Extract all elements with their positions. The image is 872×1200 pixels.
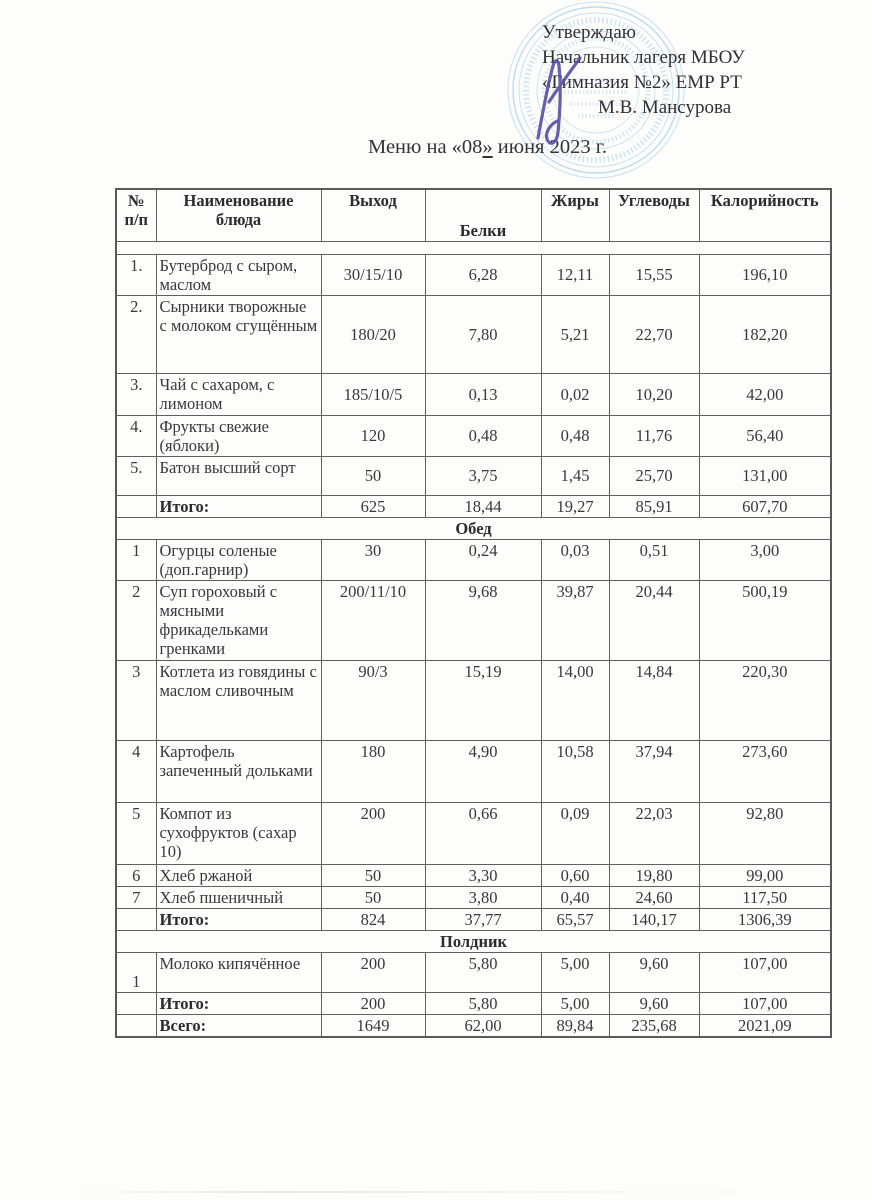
col-header-calories: Калорийность bbox=[699, 189, 831, 241]
dish-row bbox=[116, 415, 831, 456]
dish-protein: 3,30 bbox=[425, 864, 541, 886]
section-title: Обед bbox=[116, 517, 831, 539]
dish-protein: 0,66 bbox=[425, 802, 541, 864]
col-header-carbs: Углеводы bbox=[609, 189, 699, 241]
dish-protein: 15,19 bbox=[425, 660, 541, 740]
dish-number: 1 bbox=[116, 952, 156, 992]
dish-row bbox=[116, 952, 831, 992]
dish-name: Суп гороховый с мясными фрикадельками гренками bbox=[156, 580, 321, 660]
dish-output: 120 bbox=[321, 415, 425, 456]
dish-name: Фрукты свежие (яблоки) bbox=[156, 415, 321, 456]
dish-row bbox=[116, 660, 831, 740]
dish-calories: 3,00 bbox=[699, 539, 831, 580]
dish-carbs: 37,94 bbox=[609, 740, 699, 802]
dish-number: 4. bbox=[116, 415, 156, 456]
dish-fat: 5,21 bbox=[541, 295, 609, 373]
dish-output: 200 bbox=[321, 952, 425, 992]
dish-calories: 117,50 bbox=[699, 886, 831, 908]
approver-name: М.В. Мансурова bbox=[598, 97, 732, 118]
dish-carbs: 22,03 bbox=[609, 802, 699, 864]
dish-number: 3. bbox=[116, 373, 156, 415]
dish-name: Батон высший сорт bbox=[156, 456, 321, 495]
dish-output: 50 bbox=[321, 864, 425, 886]
totals-row bbox=[116, 992, 831, 1014]
dish-row bbox=[116, 864, 831, 886]
dish-carbs: 10,20 bbox=[609, 373, 699, 415]
dish-protein: 3,80 bbox=[425, 886, 541, 908]
total-calories: 1306,39 bbox=[699, 908, 831, 930]
dish-row bbox=[116, 740, 831, 802]
col-header-output: Выход bbox=[321, 189, 425, 241]
header-row bbox=[116, 189, 831, 241]
dish-name: Картофель запеченный дольками bbox=[156, 740, 321, 802]
total-fat: 5,00 bbox=[541, 992, 609, 1014]
dish-protein: 5,80 bbox=[425, 952, 541, 992]
dish-protein: 0,48 bbox=[425, 415, 541, 456]
total-carbs: 85,91 bbox=[609, 495, 699, 517]
total-protein: 5,80 bbox=[425, 992, 541, 1014]
total-calories: 107,00 bbox=[699, 992, 831, 1014]
dish-number: 6 bbox=[116, 864, 156, 886]
total-label: Итого: bbox=[156, 992, 321, 1014]
total-calories: 607,70 bbox=[699, 495, 831, 517]
grand-total-carbs: 235,68 bbox=[609, 1014, 699, 1037]
signature bbox=[518, 46, 608, 156]
dish-fat: 0,03 bbox=[541, 539, 609, 580]
total-carbs: 140,17 bbox=[609, 908, 699, 930]
dish-output: 50 bbox=[321, 886, 425, 908]
grand-total-row bbox=[116, 1014, 831, 1037]
dish-calories: 182,20 bbox=[699, 295, 831, 373]
dish-protein: 4,90 bbox=[425, 740, 541, 802]
grand-total-fat: 89,84 bbox=[541, 1014, 609, 1037]
dish-calories: 99,00 bbox=[699, 864, 831, 886]
section-header-row bbox=[116, 930, 831, 952]
dish-calories: 196,10 bbox=[699, 254, 831, 295]
approval-line: Утверждаю bbox=[542, 22, 636, 43]
dish-calories: 56,40 bbox=[699, 415, 831, 456]
dish-row bbox=[116, 295, 831, 373]
dish-row bbox=[116, 254, 831, 295]
dish-calories: 92,80 bbox=[699, 802, 831, 864]
grand-total-output: 1649 bbox=[321, 1014, 425, 1037]
dish-output: 90/3 bbox=[321, 660, 425, 740]
breakfast-section bbox=[116, 241, 831, 517]
dish-row bbox=[116, 886, 831, 908]
total-carbs: 9,60 bbox=[609, 992, 699, 1014]
menu-table bbox=[115, 188, 832, 1038]
total-protein: 37,77 bbox=[425, 908, 541, 930]
dish-fat: 12,11 bbox=[541, 254, 609, 295]
dish-protein: 9,68 bbox=[425, 580, 541, 660]
dish-name: Молоко кипячённое bbox=[156, 952, 321, 992]
dish-fat: 0,02 bbox=[541, 373, 609, 415]
dish-carbs: 20,44 bbox=[609, 580, 699, 660]
dish-calories: 500,19 bbox=[699, 580, 831, 660]
col-header-fat: Жиры bbox=[541, 189, 609, 241]
grand-total-label: Всего: bbox=[156, 1014, 321, 1037]
dish-carbs: 0,51 bbox=[609, 539, 699, 580]
dish-name: Бутерброд с сыром, маслом bbox=[156, 254, 321, 295]
dish-number: 2 bbox=[116, 580, 156, 660]
dish-fat: 39,87 bbox=[541, 580, 609, 660]
total-protein: 18,44 bbox=[425, 495, 541, 517]
dish-calories: 273,60 bbox=[699, 740, 831, 802]
dish-carbs: 11,76 bbox=[609, 415, 699, 456]
approval-line: Начальник лагеря МБОУ bbox=[542, 47, 745, 68]
dish-number: 1. bbox=[116, 254, 156, 295]
dish-number: 7 bbox=[116, 886, 156, 908]
dish-protein: 3,75 bbox=[425, 456, 541, 495]
dish-row bbox=[116, 802, 831, 864]
approval-line: «Гимназия №2» ЕМР РТ bbox=[542, 72, 742, 93]
dish-row bbox=[116, 456, 831, 495]
dish-fat: 5,00 bbox=[541, 952, 609, 992]
menu-title-underlined: » bbox=[482, 136, 493, 158]
dish-name: Котлета из говядины с маслом сливочным bbox=[156, 660, 321, 740]
dish-fat: 0,60 bbox=[541, 864, 609, 886]
dish-calories: 220,30 bbox=[699, 660, 831, 740]
dish-calories: 131,00 bbox=[699, 456, 831, 495]
dish-carbs: 25,70 bbox=[609, 456, 699, 495]
dish-output: 200/11/10 bbox=[321, 580, 425, 660]
dish-output: 180/20 bbox=[321, 295, 425, 373]
dish-number: 5 bbox=[116, 802, 156, 864]
dish-carbs: 15,55 bbox=[609, 254, 699, 295]
total-label: Итого: bbox=[156, 495, 321, 517]
total-output: 200 bbox=[321, 992, 425, 1014]
dish-output: 30 bbox=[321, 539, 425, 580]
dish-name: Хлеб ржаной bbox=[156, 864, 321, 886]
dish-fat: 0,48 bbox=[541, 415, 609, 456]
dish-row bbox=[116, 580, 831, 660]
dish-name: Огурцы соленые (доп.гарнир) bbox=[156, 539, 321, 580]
dish-name: Компот из сухофруктов (сахар 10) bbox=[156, 802, 321, 864]
dish-calories: 42,00 bbox=[699, 373, 831, 415]
dish-number: 2. bbox=[116, 295, 156, 373]
totals-row bbox=[116, 495, 831, 517]
dish-protein: 0,13 bbox=[425, 373, 541, 415]
dish-row bbox=[116, 539, 831, 580]
dish-carbs: 9,60 bbox=[609, 952, 699, 992]
snack-section bbox=[116, 930, 831, 1037]
dish-output: 200 bbox=[321, 802, 425, 864]
total-fat: 19,27 bbox=[541, 495, 609, 517]
dish-fat: 0,40 bbox=[541, 886, 609, 908]
dish-name: Чай с сахаром, с лимоном bbox=[156, 373, 321, 415]
dish-name: Хлеб пшеничный bbox=[156, 886, 321, 908]
dish-carbs: 19,80 bbox=[609, 864, 699, 886]
dish-output: 180 bbox=[321, 740, 425, 802]
dish-protein: 0,24 bbox=[425, 539, 541, 580]
dish-carbs: 22,70 bbox=[609, 295, 699, 373]
total-output: 625 bbox=[321, 495, 425, 517]
total-fat: 65,57 bbox=[541, 908, 609, 930]
dish-row bbox=[116, 373, 831, 415]
dish-number: 5. bbox=[116, 456, 156, 495]
menu-title-date: июня 2023 г. bbox=[492, 136, 607, 158]
col-header-num: № п/п bbox=[116, 189, 156, 241]
dish-protein: 6,28 bbox=[425, 254, 541, 295]
grand-total-calories: 2021,09 bbox=[699, 1014, 831, 1037]
scan-edge-artifact bbox=[60, 1191, 782, 1193]
col-header-protein: Белки bbox=[425, 189, 541, 241]
lunch-section bbox=[116, 517, 831, 930]
dish-number: 4 bbox=[116, 740, 156, 802]
dish-fat: 14,00 bbox=[541, 660, 609, 740]
dish-carbs: 24,60 bbox=[609, 886, 699, 908]
dish-number: 3 bbox=[116, 660, 156, 740]
col-header-name: Наименование блюда bbox=[156, 189, 321, 241]
totals-row bbox=[116, 908, 831, 930]
dish-fat: 0,09 bbox=[541, 802, 609, 864]
total-label: Итого: bbox=[156, 908, 321, 930]
dish-name: Сырники творожные с молоком сгущённым bbox=[156, 295, 321, 373]
dish-fat: 1,45 bbox=[541, 456, 609, 495]
dish-carbs: 14,84 bbox=[609, 660, 699, 740]
grand-total-protein: 62,00 bbox=[425, 1014, 541, 1037]
total-output: 824 bbox=[321, 908, 425, 930]
dish-protein: 7,80 bbox=[425, 295, 541, 373]
dish-output: 50 bbox=[321, 456, 425, 495]
spacer-row bbox=[116, 241, 831, 254]
dish-calories: 107,00 bbox=[699, 952, 831, 992]
section-header-row bbox=[116, 517, 831, 539]
dish-output: 30/15/10 bbox=[321, 254, 425, 295]
menu-title-text: Меню на «08 bbox=[368, 136, 483, 158]
dish-output: 185/10/5 bbox=[321, 373, 425, 415]
dish-fat: 10,58 bbox=[541, 740, 609, 802]
section-title: Полдник bbox=[116, 930, 831, 952]
dish-number: 1 bbox=[116, 539, 156, 580]
